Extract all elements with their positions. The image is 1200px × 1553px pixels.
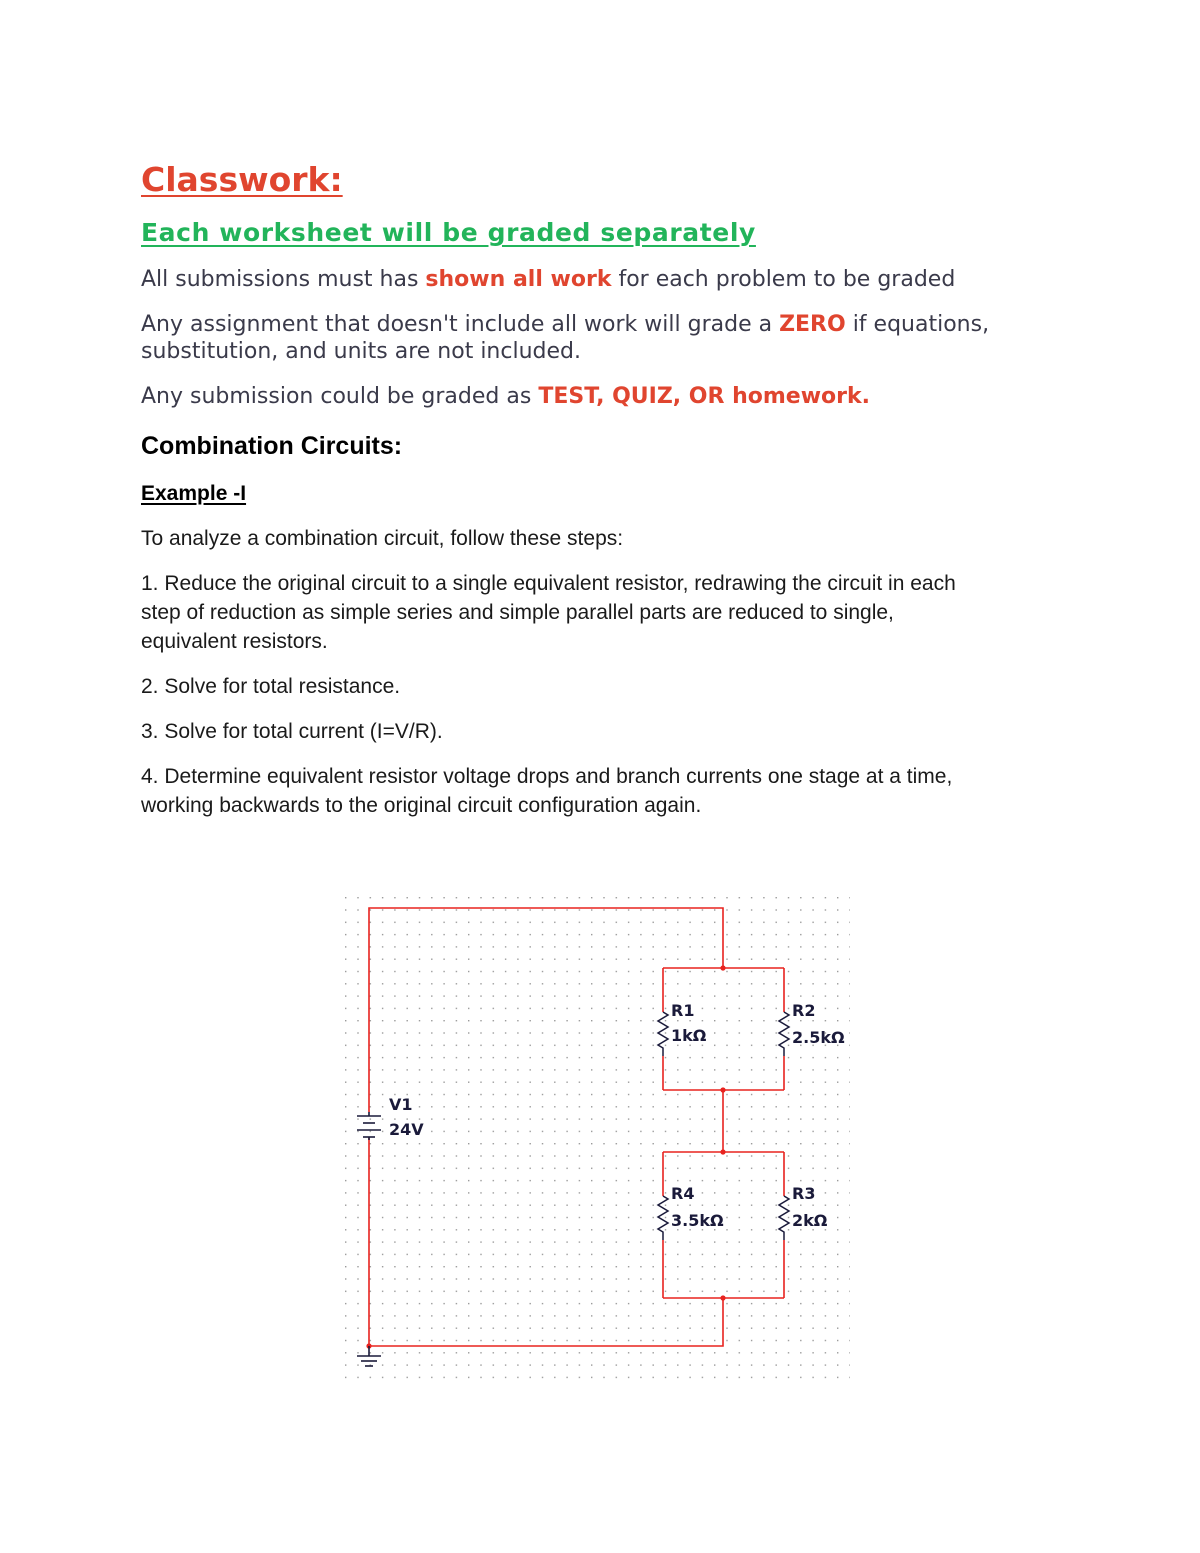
r2-value-label: 2.5kΩ (792, 1028, 845, 1047)
step-1-line-3: equivalent resistors. (141, 630, 328, 653)
source-value-label: 24V (389, 1120, 424, 1139)
r2-name-label: R2 (792, 1001, 816, 1020)
rule-3-emphasis: TEST, QUIZ, OR homework. (538, 384, 870, 409)
rule-2-emphasis: ZERO (779, 312, 846, 337)
r3-name-label: R3 (792, 1184, 816, 1203)
rule-2-text-after: if equations, (845, 312, 990, 337)
section-heading: Combination Circuits: (141, 432, 403, 460)
step-1-line-2: step of reduction as simple series and simple parallel parts are reduced to single, (141, 601, 894, 624)
rule-2-text-before: Any assignment that doesn't include all work will grade a (141, 312, 780, 337)
step-4-line-2: working backwards to the original circuit configuration again. (141, 794, 702, 817)
step-2: 2. Solve for total resistance. (141, 675, 401, 698)
rule-2-line-2: substitution, and units are not included. (141, 339, 581, 364)
source-name-label: V1 (389, 1095, 413, 1114)
r3-value-label: 2kΩ (792, 1211, 828, 1230)
rule-1-text-after: for each problem to be graded (611, 267, 956, 292)
example-label: Example -I (141, 482, 247, 505)
step-1-line-1: 1. Reduce the original circuit to a single equivalent resistor, redrawing the circuit in each (141, 572, 956, 595)
step-3: 3. Solve for total current (I=V/R). (141, 720, 443, 743)
intro-text: To analyze a combination circuit, follow these steps: (141, 527, 624, 550)
r4-value-label: 3.5kΩ (671, 1211, 724, 1230)
r1-value-label: 1kΩ (671, 1026, 707, 1045)
r1-name-label: R1 (671, 1001, 695, 1020)
r4-name-label: R4 (671, 1184, 695, 1203)
step-4-line-1: 4. Determine equivalent resistor voltage drops and branch currents one stage at a time, (141, 765, 953, 788)
grid-background (345, 895, 850, 1388)
rule-3-text-before: Any submission could be graded as (141, 384, 539, 409)
rule-1-text-before: All submissions must has (141, 267, 426, 292)
page-subtitle: Each worksheet will be graded separately (141, 218, 756, 247)
rule-1-emphasis: shown all work (425, 267, 612, 292)
page-title: Classwork: (141, 160, 343, 199)
